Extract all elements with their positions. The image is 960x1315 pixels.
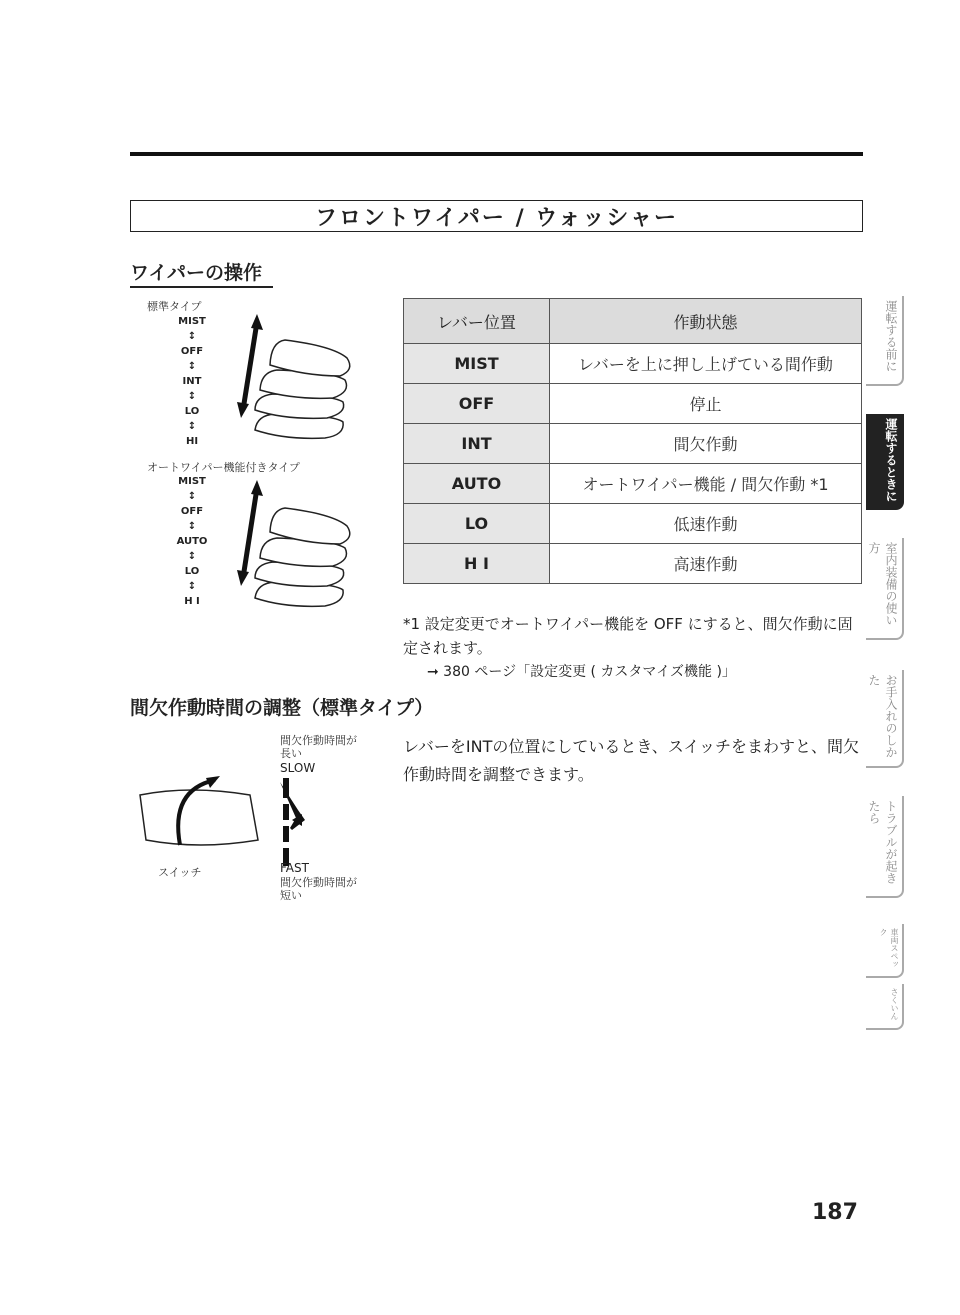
table-header: レバー位置: [404, 299, 550, 344]
side-tab-maintenance[interactable]: お手入れのしかた: [866, 670, 904, 768]
lever-pos: LO: [184, 566, 200, 577]
table-cell-state: オートワイパー機能 / 間欠作動 *1: [550, 464, 862, 504]
lever-arrow: ↕: [187, 521, 197, 532]
side-tab-specs[interactable]: 車両スペック: [866, 924, 904, 978]
heading-underline: [130, 286, 273, 288]
page-number: 187: [812, 1200, 858, 1225]
table-row: [404, 544, 862, 584]
footnote-text: *1 設定変更でオートワイパー機能を OFF にすると、間欠作動に固定されます。: [403, 615, 853, 657]
table-header-row: [404, 299, 862, 344]
footnote-reference: ➞ 380 ページ「設定変更 ( カスタマイズ機能 )」: [427, 664, 736, 680]
table-cell-position: INT: [404, 424, 550, 464]
lever-position-table: [403, 298, 862, 584]
table-cell-state: 高速作動: [550, 544, 862, 584]
section-heading-interval-adjust: 間欠作動時間の調整（標準タイプ）: [130, 697, 434, 719]
table-row: [404, 344, 862, 384]
lever-pos: OFF: [180, 346, 204, 357]
table-cell-position: H I: [404, 544, 550, 584]
slow-label: SLOW: [280, 761, 316, 775]
lever-pos: MIST: [178, 476, 206, 487]
table-cell-state: 間欠作動: [550, 424, 862, 464]
table-row: [404, 464, 862, 504]
lever-pos: MIST: [178, 316, 206, 327]
diagram-auto-label: オートワイパー機能付きタイプ: [147, 461, 300, 474]
side-tab-index[interactable]: さくいん: [866, 984, 904, 1030]
table-cell-position: OFF: [404, 384, 550, 424]
interval-switch-illustration: [130, 770, 310, 870]
table-cell-state: 停止: [550, 384, 862, 424]
wiper-lever-illustration-standard: [215, 310, 365, 450]
lever-arrow: ↕: [187, 551, 197, 562]
header-rule: [130, 152, 863, 156]
side-tab-trouble[interactable]: トラブルが起きたら: [866, 796, 904, 898]
side-tab-while-driving[interactable]: 運転するときに: [866, 414, 904, 510]
slow-description: 間欠作動時間が長い: [280, 734, 357, 760]
table-cell-state: 低速作動: [550, 504, 862, 544]
section-heading-wiper-operation: ワイパーの操作: [130, 262, 263, 284]
side-tab-interior[interactable]: 室内装備の使い方: [866, 538, 904, 640]
lever-pos: H I: [184, 596, 200, 607]
lever-arrow: ↕: [187, 331, 197, 342]
switch-label: スイッチ: [158, 866, 202, 879]
table-cell-state: レバーを上に押し上げている間作動: [550, 344, 862, 384]
body-text: レバーをINTの位置にしているとき、スイッチをまわすと、間欠作動時間を調整できます。: [403, 737, 860, 784]
lever-pos: LO: [184, 406, 200, 417]
fast-description: 間欠作動時間が短い: [280, 876, 357, 902]
lever-pos: OFF: [180, 506, 204, 517]
lever-arrow: ↕: [187, 421, 197, 432]
table-row: [404, 424, 862, 464]
table-header: 作動状態: [550, 299, 862, 344]
footnote: [403, 612, 863, 684]
lever-arrow: ↕: [187, 581, 197, 592]
table-cell-position: LO: [404, 504, 550, 544]
lever-arrow: ↕: [187, 491, 197, 502]
lever-arrow: ↕: [187, 391, 197, 402]
side-tab-before-driving[interactable]: 運転する前に: [866, 296, 904, 386]
lever-pos: AUTO: [176, 536, 208, 547]
page-title: フロントワイパー / ウォッシャー: [130, 200, 863, 232]
table-cell-position: AUTO: [404, 464, 550, 504]
lever-arrow: ↕: [187, 361, 197, 372]
lever-pos: HI: [185, 436, 199, 447]
table-row: [404, 504, 862, 544]
table-cell-position: MIST: [404, 344, 550, 384]
table-row: [404, 384, 862, 424]
lever-pos: INT: [182, 376, 202, 387]
diagram-standard-label: 標準タイプ: [147, 300, 202, 313]
wiper-lever-illustration-auto: [215, 474, 365, 614]
fast-label: FAST: [280, 861, 309, 875]
